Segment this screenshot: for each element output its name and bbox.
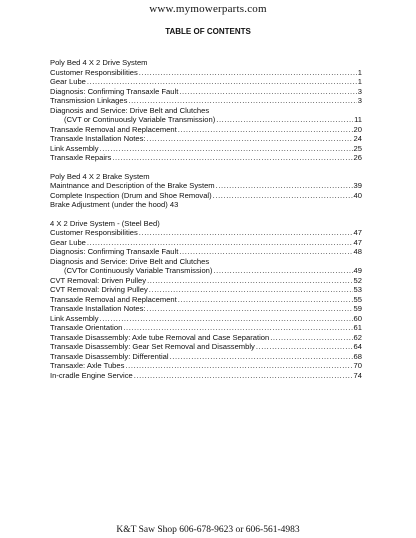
entry-title: Customer Responsibilities — [50, 228, 138, 237]
dot-leader — [147, 276, 352, 286]
entry-title: Transaxle Repairs — [50, 153, 112, 162]
toc-entry — [50, 144, 362, 154]
entry-page-number: 47 — [353, 228, 362, 237]
toc-section — [50, 58, 362, 163]
entry-title: (CVTor Continuously Variable Transmission) — [64, 266, 213, 275]
entry-page-number: 20 — [353, 124, 362, 134]
entry-page-number: 39 — [353, 181, 362, 190]
entry-page-number: 1 — [357, 77, 362, 86]
section-title: Poly Bed 4 X 2 Brake System — [50, 171, 150, 181]
toc-entry — [50, 228, 362, 238]
dot-leader — [270, 333, 352, 343]
entry-title: Link Assembly — [50, 313, 99, 323]
entry-title: Brake Adjustment (under the hood) 43 — [50, 200, 179, 209]
toc-entry — [50, 247, 362, 257]
entry-title: CVT Removal: Driven Pulley — [50, 275, 147, 285]
toc-entry — [50, 276, 362, 286]
toc-section — [50, 219, 362, 381]
dot-leader — [100, 314, 353, 324]
entry-title: Transaxle Disassembly: Gear Set Removal and Disassembly — [50, 342, 255, 351]
entry-page-number: 68 — [353, 351, 362, 361]
toc-entry — [50, 96, 362, 106]
entry-title: Transaxle Disassembly: Differential — [50, 351, 169, 361]
toc-entry — [50, 285, 362, 295]
entry-title: Link Assembly — [50, 143, 99, 153]
entry-title: Maintnance and Description of the Brake System — [50, 181, 215, 190]
page-title: TABLE OF CONTENTS — [165, 27, 251, 36]
toc-entry — [50, 352, 362, 362]
toc-entry — [50, 295, 362, 305]
toc-entry — [50, 115, 362, 125]
entry-page-number: 70 — [353, 361, 362, 370]
dot-leader — [134, 371, 353, 381]
entry-title: In-cradle Engine Service — [50, 370, 133, 380]
toc-entry — [50, 77, 362, 87]
dot-leader — [179, 87, 356, 97]
toc-entry — [50, 361, 362, 371]
toc-entry — [50, 371, 362, 381]
entry-page-number: 47 — [353, 237, 362, 247]
toc-entry — [50, 333, 362, 343]
entry-title: Diagnosis: Confirming Transaxle Fault — [50, 86, 179, 96]
toc-entry — [50, 304, 362, 314]
entry-page-number: 52 — [353, 275, 362, 285]
dot-leader — [87, 77, 357, 87]
entry-page-number: 1 — [357, 67, 362, 77]
entry-page-number: 40 — [353, 190, 362, 200]
dot-leader — [139, 228, 353, 238]
toc-entry — [50, 153, 362, 163]
dot-leader — [178, 295, 353, 305]
dot-leader — [139, 68, 357, 78]
dot-leader — [147, 304, 353, 314]
entry-page-number: 74 — [353, 370, 362, 380]
dot-leader — [100, 144, 353, 154]
toc-entry — [50, 181, 362, 191]
dot-leader — [112, 153, 352, 163]
entry-title: Customer Responsibilities — [50, 67, 138, 77]
dot-leader — [125, 361, 352, 371]
dot-leader — [147, 134, 353, 144]
toc-entry — [50, 323, 362, 333]
entry-page-number: 24 — [353, 134, 362, 143]
entry-title: Transaxle Removal and Replacement — [50, 124, 177, 134]
entry-title: CVT Removal: Driving Pulley — [50, 285, 148, 294]
dot-leader — [216, 181, 353, 191]
table-of-contents — [50, 58, 362, 389]
entry-page-number: 60 — [353, 313, 362, 323]
site-url: www.mymowerparts.com — [149, 3, 267, 15]
toc-entry — [50, 106, 362, 116]
entry-page-number: 53 — [353, 285, 362, 294]
entry-title: Transaxle Installation Notes: — [50, 134, 146, 143]
toc-entry — [50, 266, 362, 276]
entry-title: Diagnosis and Service: Drive Belt and Clutches — [50, 105, 210, 115]
entry-page-number: 64 — [353, 342, 362, 351]
dot-leader — [149, 285, 353, 295]
toc-entry — [50, 191, 362, 201]
toc-entry — [50, 200, 362, 210]
toc-entry — [50, 314, 362, 324]
entry-title: Gear Lube — [50, 237, 86, 247]
dot-leader — [87, 238, 353, 248]
entry-title: Transaxle Installation Notes: — [50, 304, 146, 313]
entry-page-number: 49 — [353, 266, 362, 275]
dot-leader — [178, 125, 353, 135]
toc-entry — [50, 134, 362, 144]
footer-contact: K&T Saw Shop 606-678-9623 or 606-561-4983 — [116, 525, 300, 535]
toc-entry — [50, 68, 362, 78]
entry-title: Transaxle Orientation — [50, 323, 123, 332]
entry-title: Complete Inspection (Drum and Shoe Removal) — [50, 190, 212, 200]
entry-page-number: 3 — [357, 86, 362, 96]
dot-leader — [179, 247, 352, 257]
toc-entry — [50, 257, 362, 267]
toc-entry — [50, 342, 362, 352]
entry-title: Transaxle: Axle Tubes — [50, 361, 125, 370]
entry-title: Transaxle Removal and Replacement — [50, 294, 177, 304]
entry-title: Diagnosis and Service: Drive Belt and Clutches — [50, 256, 210, 266]
entry-page-number: 11 — [354, 115, 362, 124]
dot-leader — [213, 191, 353, 201]
entry-title: Diagnosis: Confirming Transaxle Fault — [50, 247, 179, 256]
dot-leader — [123, 323, 352, 333]
section-title: Poly Bed 4 X 2 Drive System — [50, 58, 148, 67]
entry-page-number: 55 — [353, 294, 362, 304]
dot-leader — [128, 96, 356, 106]
entry-title: Gear Lube — [50, 77, 86, 86]
entry-page-number: 3 — [357, 96, 362, 105]
entry-page-number: 62 — [353, 332, 362, 342]
entry-title: Transmission Linkages — [50, 96, 128, 105]
toc-section — [50, 172, 362, 210]
entry-page-number: 61 — [353, 323, 362, 332]
entry-title: (CVT or Continuously Variable Transmission) — [64, 115, 216, 124]
dot-leader — [170, 352, 353, 362]
entry-page-number: 26 — [353, 153, 362, 162]
entry-page-number: 25 — [353, 143, 362, 153]
entry-page-number: 59 — [353, 304, 362, 313]
entry-title: Transaxle Disassembly: Axle tube Removal and Case Separation — [50, 332, 270, 342]
dot-leader — [256, 342, 353, 352]
dot-leader — [216, 115, 353, 125]
toc-entry — [50, 87, 362, 97]
toc-entry — [50, 125, 362, 135]
dot-leader — [213, 266, 352, 276]
toc-entry — [50, 238, 362, 248]
section-title: 4 X 2 Drive System - (Steel Bed) — [50, 218, 160, 228]
entry-page-number: 48 — [353, 247, 362, 256]
